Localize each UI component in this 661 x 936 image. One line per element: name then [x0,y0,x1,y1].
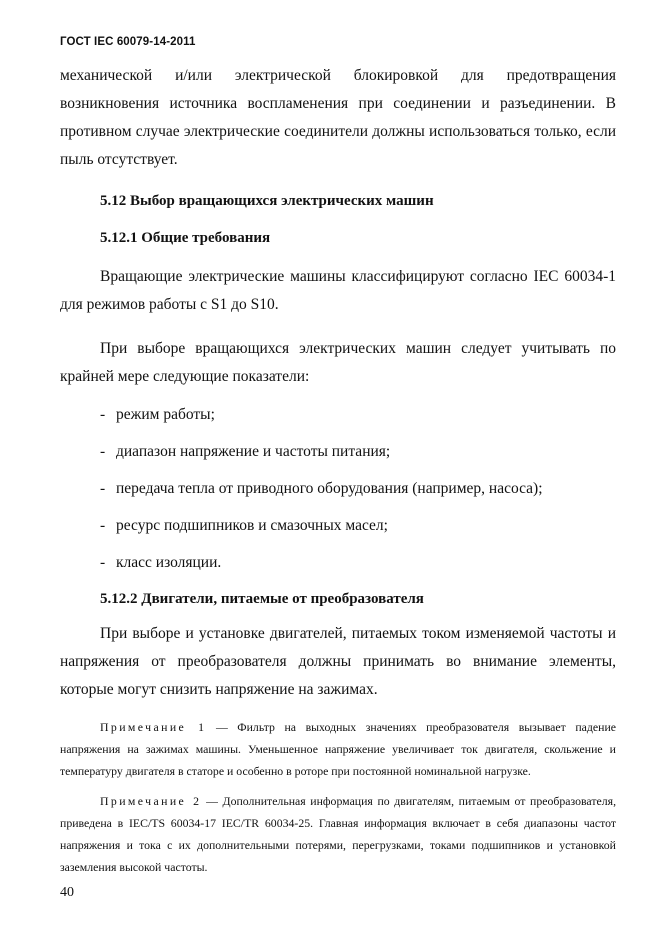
paragraph-classification: Вращающие электрические машины классифицируют согласно IEC 60034-1 для режимов работы с S1 до S10. [60,268,616,313]
page-number: 40 [60,885,74,900]
note-2 [60,790,616,878]
paragraph-selection: При выборе вращающихся электрических машин следует учитывать по крайней мере следующие показатели: [60,340,616,385]
note-1 [60,716,616,782]
note-label: Примечание 2 [100,794,202,808]
list-item: - диапазон напряжение и частоты питания; [100,441,616,463]
note-text: Дополнительная информация по двигателям, питаемым от преобразователя, приведена в IEC/TS 60034-17 IEC/TR 60034-25. Главная информация включает в себя диапазоны частот напряжения и тока с их дополнительными потерями, перегрузками, токами подшипников и установкой заземления высокой частоты. [60,794,617,874]
section-heading-5-12-1: 5.12.1 Общие требования [100,230,271,246]
list-marker: - [100,443,106,460]
criteria-list [60,404,616,574]
page-content [60,62,616,878]
document-header: ГОСТ IEC 60079-14-2011 [60,36,196,48]
list-item: - класс изоляции. [100,552,616,574]
list-item: - передача тепла от приводного оборудования (например, насоса); [100,478,616,500]
section-heading-5-12-2: 5.12.2 Двигатели, питаемые от преобразователя [100,591,424,607]
note-text: Фильтр на выходных значениях преобразователя вызывает падение напряжения на зажимах машины. Уменьшенное напряжение увеличивает ток двигателя, скольжение и температуру двигателя в статоре и особенно в роторе при постоянной номинальной нагрузке. [60,720,616,778]
note-label: Примечание 1 [100,720,207,734]
list-marker: - [100,406,106,423]
paragraph-continuation: механической и/или электрической блокировкой для предотвращения возникновения источника воспламенения при соединении и разъединении. В противном случае электрические соединители должны использоваться только, если пыль отсутствует. [60,67,616,168]
note-dash: — [206,794,218,808]
list-item: - ресурс подшипников и смазочных масел; [100,515,616,537]
list-marker: - [100,554,106,571]
section-heading-5-12: 5.12 Выбор вращающихся электрических машин [100,193,434,209]
paragraph-converter: При выборе и установке двигателей, питаемых током изменяемой частоты и напряжения от преобразователя должны принимать во внимание элементы, которые могут снизить напряжение на зажимах. [60,625,616,698]
list-marker: - [100,517,106,534]
note-dash: — [215,720,228,734]
list-item: - режим работы; [100,404,616,426]
list-marker: - [100,480,106,497]
